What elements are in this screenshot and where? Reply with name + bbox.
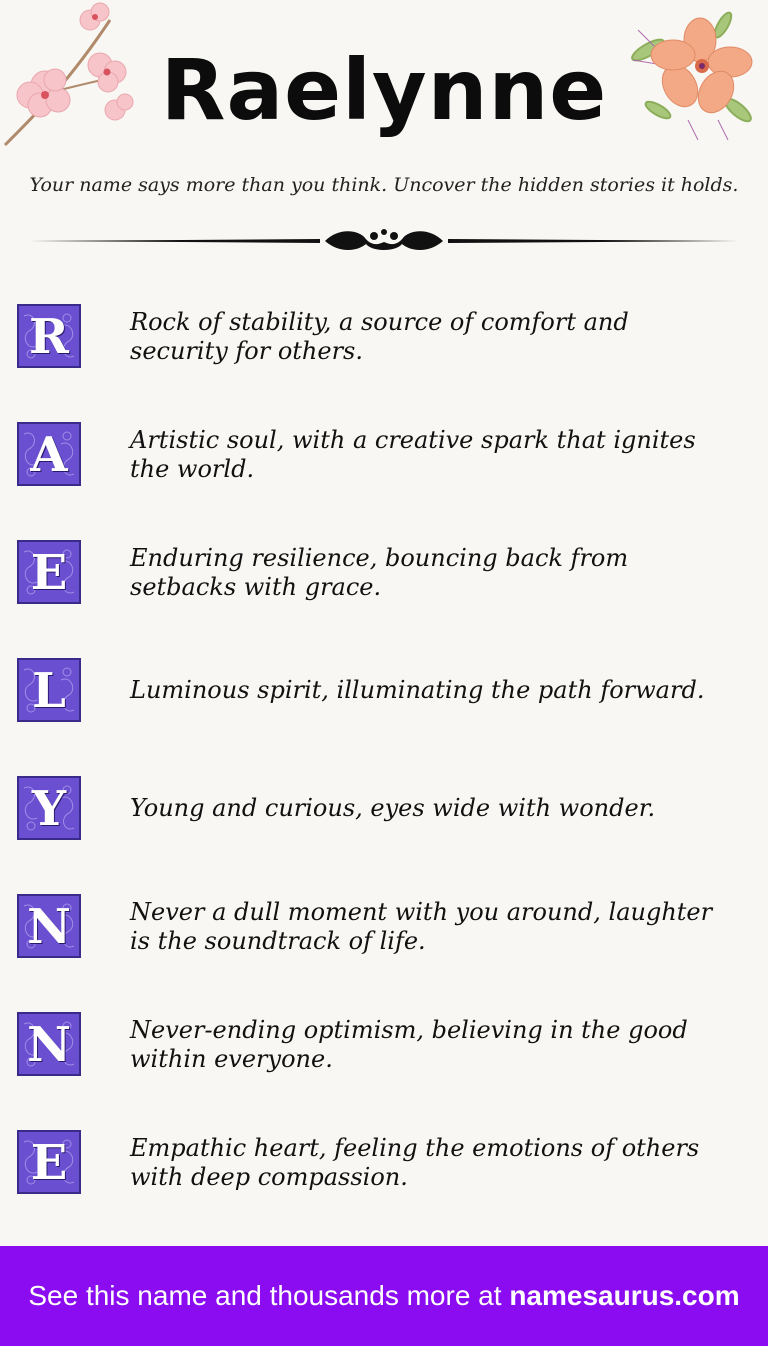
letter-description: Enduring resilience, bouncing back from setbacks with grace. xyxy=(130,544,629,601)
letter-tile xyxy=(17,540,81,604)
list-item xyxy=(0,1126,768,1196)
ornamental-flourish-icon xyxy=(30,226,738,256)
tile-letter: E xyxy=(30,1135,68,1191)
letter-description: Luminous spirit, illuminating the path forward. xyxy=(130,676,705,704)
letter-tile xyxy=(17,1012,81,1076)
tile-letter: R xyxy=(29,309,69,365)
letter-description: Artistic soul, with a creative spark that ignites the world. xyxy=(130,426,696,483)
page-title: Raelynne xyxy=(160,41,608,139)
list-item xyxy=(0,890,768,960)
tile-letter: L xyxy=(32,663,66,719)
tile-letter: N xyxy=(27,1017,71,1073)
letter-tile xyxy=(17,1130,81,1194)
letter-tile xyxy=(17,776,81,840)
list-item xyxy=(0,654,768,724)
letter-tile xyxy=(17,304,81,368)
tile-letter: Y xyxy=(31,781,67,837)
list-item xyxy=(0,536,768,606)
tagline: Your name says more than you think. Uncover the hidden stories it holds. xyxy=(29,174,739,196)
letter-description: Rock of stability, a source of comfort and security for others. xyxy=(130,308,629,365)
header xyxy=(0,0,768,160)
letter-tile xyxy=(17,894,81,958)
letter-description: Empathic heart, feeling the emotions of others with deep compassion. xyxy=(130,1134,700,1191)
list-item xyxy=(0,418,768,488)
footer-text xyxy=(0,1280,768,1312)
footer-site-link[interactable]: namesaurus.com xyxy=(509,1280,740,1311)
footer-prefix: See this name and thousands more at xyxy=(28,1280,510,1311)
letter-tile xyxy=(17,658,81,722)
letter-description: Never a dull moment with you around, laughter is the soundtrack of life. xyxy=(130,898,713,955)
letter-description: Never-ending optimism, believing in the good within everyone. xyxy=(130,1016,688,1073)
letter-tile xyxy=(17,422,81,486)
list-item xyxy=(0,772,768,842)
tile-letter: N xyxy=(27,899,71,955)
footer-banner[interactable] xyxy=(0,1246,768,1346)
letter-description: Young and curious, eyes wide with wonder. xyxy=(130,794,656,822)
list-item xyxy=(0,300,768,370)
tile-letter: E xyxy=(30,545,68,601)
tile-letter: A xyxy=(30,427,68,483)
list-item xyxy=(0,1008,768,1078)
